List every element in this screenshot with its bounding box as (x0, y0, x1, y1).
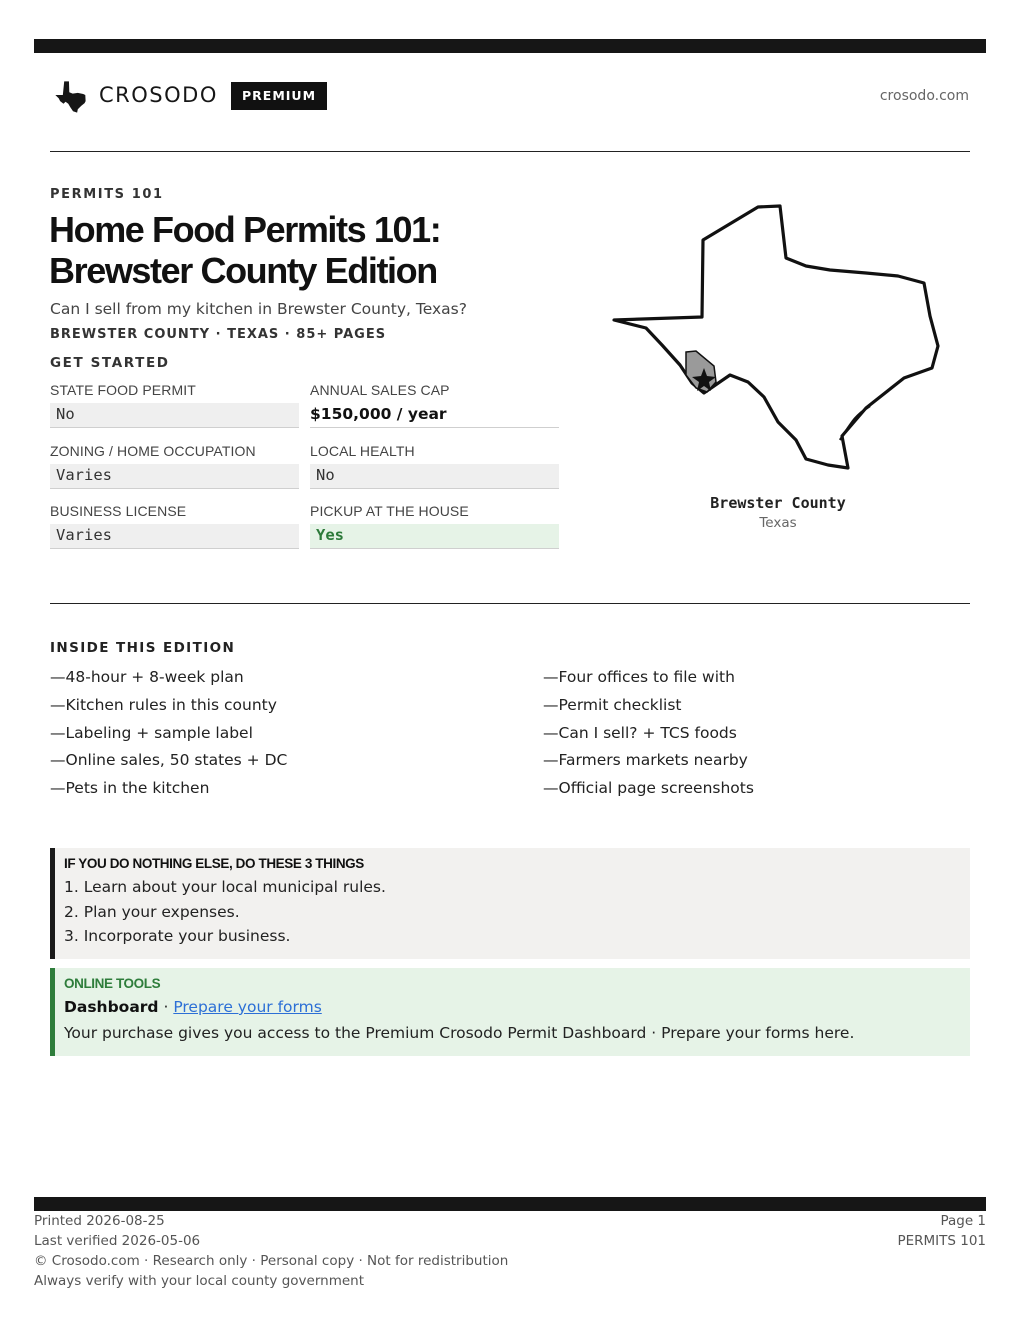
dashboard-label: Dashboard (64, 998, 159, 1016)
texas-state-icon (54, 80, 88, 114)
fact-value: No (50, 403, 299, 428)
fact-pickup (310, 503, 559, 549)
page-header (50, 78, 970, 116)
verify-note: Always verify with your local county government (34, 1273, 364, 1289)
fact-value: Varies (50, 464, 299, 489)
page-number: Page 1 (940, 1213, 986, 1229)
top-bar (34, 39, 986, 53)
fact-zoning (50, 443, 299, 489)
bottom-bar (34, 1197, 986, 1211)
toc-left-column (50, 668, 480, 807)
list-item: —Farmers markets nearby (543, 751, 748, 770)
list-item: 2. Plan your expenses. (64, 902, 240, 921)
list-item: —48-hour + 8-week plan (50, 668, 244, 686)
list-item: —Pets in the kitchen (50, 779, 210, 798)
list-item: 1. Learn about your local municipal rules. (64, 878, 386, 896)
dashboard-line (64, 998, 970, 1024)
fact-label: ZONING / HOME OCCUPATION (50, 443, 256, 459)
list-item: —Official page screenshots (543, 779, 754, 798)
texas-outline (608, 200, 948, 480)
callout-heading: ONLINE TOOLS (64, 976, 161, 991)
fact-state-food-permit (50, 382, 299, 428)
online-tools-callout (50, 968, 970, 1056)
fact-value: $150,000 / year (310, 403, 559, 428)
fact-label: STATE FOOD PERMIT (50, 382, 196, 398)
map-county-name: Brewster County (710, 494, 846, 512)
title-line-1: Home Food Permits 101: (49, 209, 441, 250)
prepare-forms-link[interactable]: Prepare your forms (173, 998, 322, 1016)
printed-date: Printed 2026-08-25 (34, 1213, 165, 1229)
title-line-2: Brewster County Edition (49, 250, 437, 291)
copyright: © Crosodo.com · Research only · Personal copy · Not for redistribution (34, 1253, 509, 1269)
inside-edition-heading: INSIDE THIS EDITION (50, 640, 236, 656)
list-item: —Permit checklist (543, 695, 682, 714)
fact-business-license (50, 503, 299, 549)
callout-heading: IF YOU DO NOTHING ELSE, DO THESE 3 THINGS (64, 856, 364, 871)
list-item: —Four offices to file with (543, 668, 735, 686)
page-subtitle: Can I sell from my kitchen in Brewster County, Texas? (50, 300, 467, 318)
separator: · (158, 998, 174, 1016)
footer-left (34, 1213, 508, 1293)
get-started-heading: GET STARTED (50, 355, 170, 371)
premium-badge: PREMIUM (231, 82, 327, 110)
fact-annual-sales-cap (310, 382, 559, 428)
state-map (608, 200, 948, 480)
footer-section: PERMITS 101 (897, 1233, 986, 1249)
fact-label: ANNUAL SALES CAP (310, 382, 450, 398)
list-item: —Can I sell? + TCS foods (543, 723, 737, 742)
map-state-name: Texas (759, 515, 797, 531)
tools-description: Your purchase gives you access to the Premium Crosodo Permit Dashboard · Prepare your forms here. (64, 1024, 855, 1042)
footer-right (897, 1213, 986, 1253)
fact-value: No (310, 464, 559, 489)
site-url: crosodo.com (879, 88, 969, 104)
fact-local-health (310, 443, 559, 489)
edition-meta: BREWSTER COUNTY · TEXAS · 85+ PAGES (50, 327, 387, 342)
fact-value: Yes (310, 524, 559, 549)
three-things-callout (50, 848, 970, 959)
list-item: —Labeling + sample label (50, 723, 253, 742)
list-item: 3. Incorporate your business. (64, 927, 291, 945)
divider (50, 151, 970, 152)
toc-right-column (543, 668, 973, 807)
fact-label: LOCAL HEALTH (310, 443, 415, 459)
brand-name: CROSODO (99, 83, 218, 107)
fact-label: PICKUP AT THE HOUSE (310, 503, 469, 519)
state-border (614, 206, 938, 468)
divider (50, 603, 970, 604)
fact-value: Varies (50, 524, 299, 549)
fact-label: BUSINESS LICENSE (50, 503, 187, 519)
page-title (49, 209, 569, 291)
list-item: —Online sales, 50 states + DC (50, 751, 288, 770)
section-kicker: PERMITS 101 (50, 187, 164, 202)
verified-date: Last verified 2026-05-06 (34, 1233, 201, 1249)
list-item: —Kitchen rules in this county (50, 695, 277, 714)
